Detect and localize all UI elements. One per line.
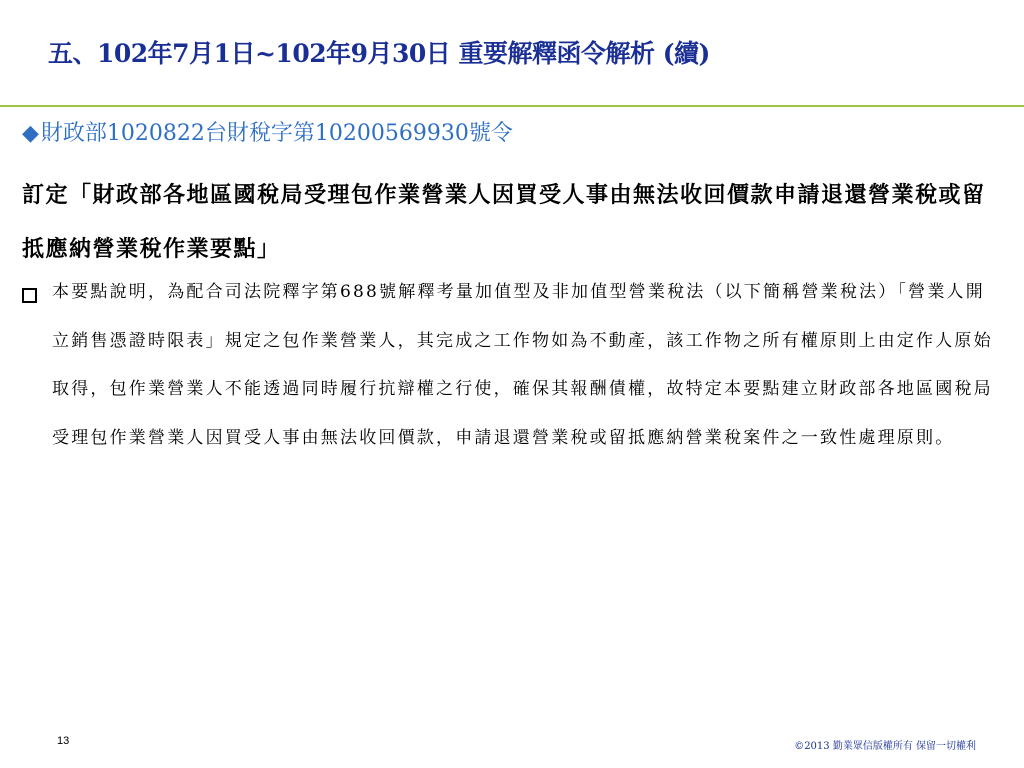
diamond-bullet-icon: ◆ [22,121,39,146]
decree-heading: 訂定「財政部各地區國稅局受理包作業營業人因買受人事由無法收回價款申請退還營業稅或留抵應納營業稅作業要點」 [22,182,986,262]
bullet-paragraph: 本要點說明，為配合司法院釋字第688號解釋考量加值型及非加值型營業稅法（以下簡稱營業稅法）「營業人開立銷售憑證時限表」規定之包作業營業人，其完成之工作物如為不動產，該工作物之所有權原則上由定作人原始取得，包作業營業人不能透過同時履行抗辯權之行使，確保其報酬債權，故特定本要點建立財政部各地區國稅局受理包作業營業人因買受人事由無法收回價款，申請退還營業稅或留抵應納營業稅案件之一致性處理原則。 [52,282,993,448]
slide-title: 五、102年7月1日~102年9月30日 重要解釋函令解析 (續) [48,39,710,68]
bullet-item [22,282,1002,476]
ruling-reference [22,116,513,147]
copyright-notice: ©2013 勤業眾信版權所有 保留一切權利 [794,741,976,752]
page-number: 13 [57,735,70,747]
square-bullet-icon [22,288,37,303]
ruling-reference-text: 財政部1020822台財稅字第10200569930號令 [40,121,513,146]
title-divider [0,105,1024,107]
